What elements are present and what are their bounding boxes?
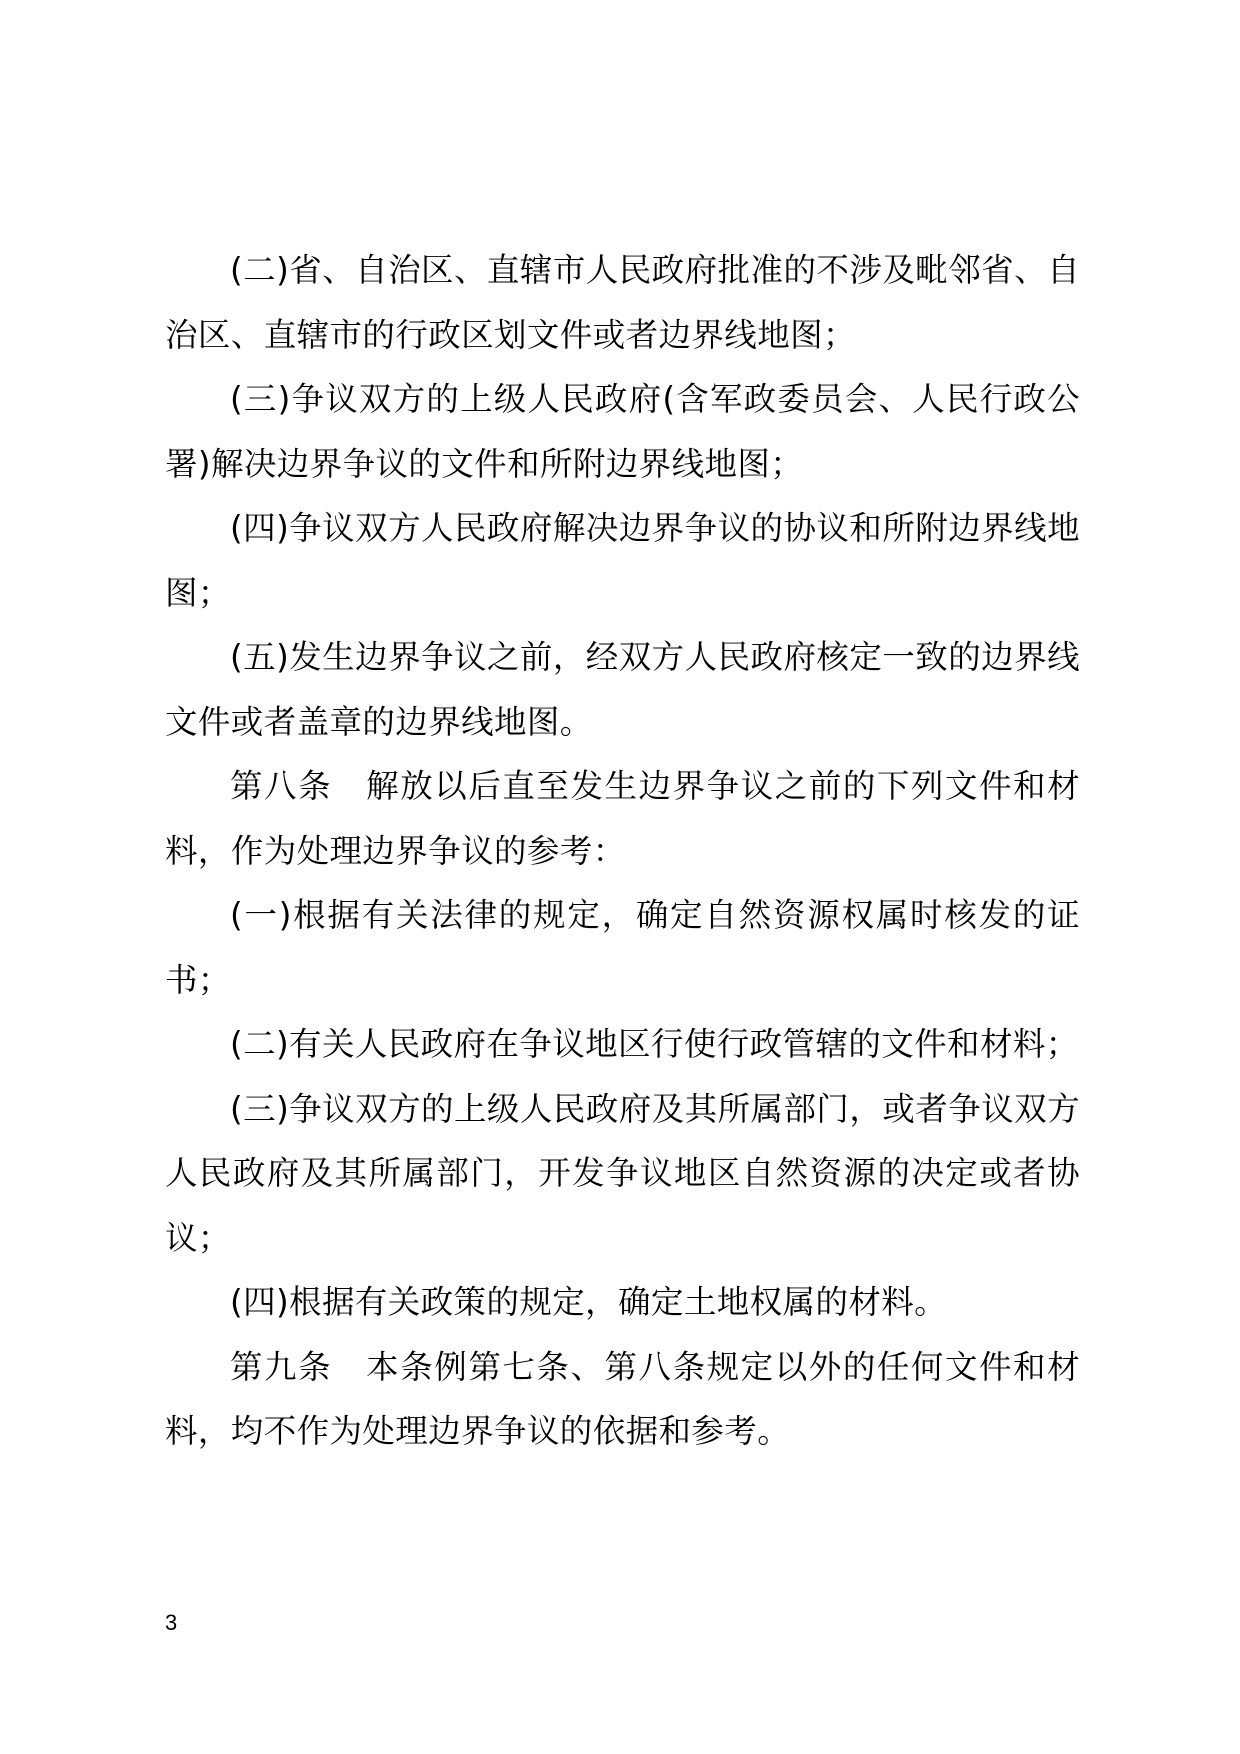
document-body: [165, 238, 1080, 1464]
page-number: 3: [165, 1610, 178, 1635]
paragraph-item-2-provincial-approval: (二)省、自治区、直辖市人民政府批准的不涉及毗邻省、自治区、直辖市的行政区划文件或者边界线地图；: [165, 251, 1080, 354]
paragraph-article-8-item-1: (一)根据有关法律的规定，确定自然资源权属时核发的证书；: [165, 896, 1080, 999]
paragraph-article-9: 第九条 本条例第七条、第八条规定以外的任何文件和材料，均不作为处理边界争议的依据和参考。: [165, 1347, 1080, 1450]
paragraph-article-8-item-4: (四)根据有关政策的规定，确定土地权属的材料。: [230, 1283, 948, 1321]
paragraph-item-4-bilateral-agreement: (四)争议双方人民政府解决边界争议的协议和所附边界线地图；: [165, 509, 1080, 612]
paragraph-item-5-prior-verification: (五)发生边界争议之前，经双方人民政府核定一致的边界线文件或者盖章的边界线地图。: [165, 638, 1080, 741]
paragraph-article-8-item-2: (二)有关人民政府在争议地区行使行政管辖的文件和材料；: [230, 1025, 1079, 1063]
paragraph-article-8-item-3: (三)争议双方的上级人民政府及其所属部门，或者争议双方人民政府及其所属部门，开发争议地区自然资源的决定或者协议；: [165, 1089, 1080, 1257]
paragraph-article-8: 第八条 解放以后直至发生边界争议之前的下列文件和材料，作为处理边界争议的参考：: [165, 767, 1080, 870]
paragraph-item-3-superior-government: (三)争议双方的上级人民政府(含军政委员会、人民行政公署)解决边界争议的文件和所附边界线地图；: [165, 380, 1080, 483]
